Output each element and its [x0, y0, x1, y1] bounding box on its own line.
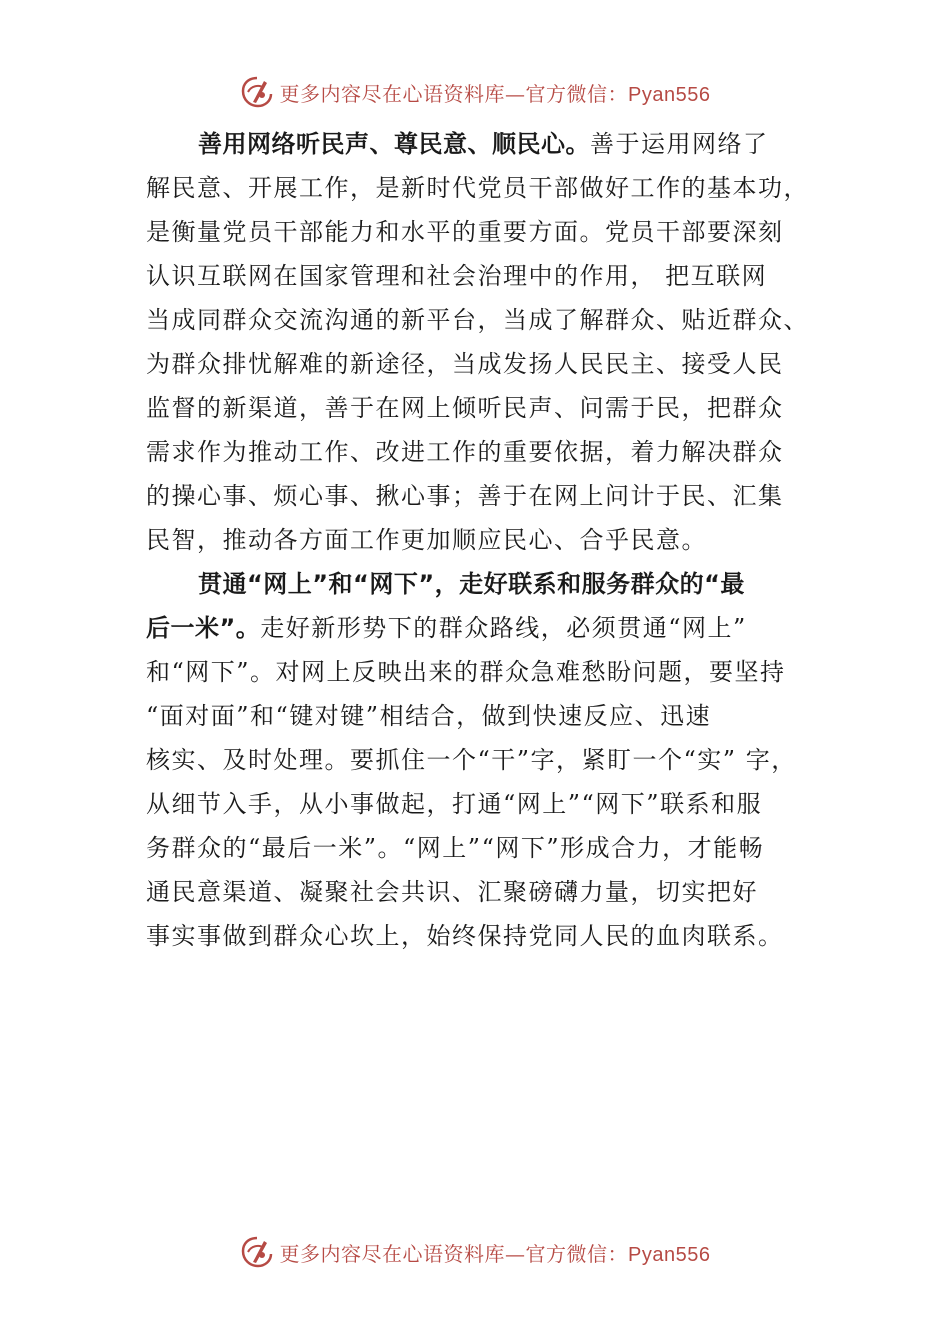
- text-line: [146, 342, 846, 386]
- banner-text: 更多内容尽在心语资料库—官方微信：Pyan556: [279, 1241, 711, 1266]
- body-text: 和“网下”。对网上反映出来的群众急难愁盼问题，要坚持: [146, 658, 786, 686]
- text-line: [146, 166, 846, 210]
- banner-text: 更多内容尽在心语资料库—官方微信：Pyan556: [279, 81, 711, 106]
- footer-banner: [0, 1232, 950, 1272]
- text-line: [146, 914, 846, 958]
- body-text: 为群众排忧解难的新途径，当成发扬人民民主、接受人民: [146, 350, 784, 378]
- wechat-id: Pyan556: [628, 1243, 711, 1266]
- body-text: 当成同群众交流沟通的新平台，当成了解群众、贴近群众、: [146, 306, 809, 334]
- body-text: “面对面”和“键对键”相结合，做到快速反应、迅速: [146, 702, 712, 730]
- text-line: [146, 430, 846, 474]
- text-line: [146, 782, 846, 826]
- body-text: 解民意、开展工作，是新时代党员干部做好工作的基本功，: [146, 174, 809, 202]
- text-line: [146, 386, 846, 430]
- text-line: [146, 870, 846, 914]
- body-text: 事实事做到群众心坎上，始终保持党同人民的血肉联系。: [146, 922, 784, 950]
- text-line: [146, 606, 846, 650]
- paragraph: [146, 122, 846, 562]
- text-line: [146, 518, 846, 562]
- body-text: 走好新形势下的群众路线，必须贯通“网上”: [260, 614, 747, 642]
- document-body: [146, 122, 846, 958]
- text-line: [146, 738, 846, 782]
- body-text: 认识互联网在国家管理和社会治理中的作用， 把互联网: [146, 262, 768, 290]
- body-text: 是衡量党员干部能力和水平的重要方面。党员干部要深刻: [146, 218, 784, 246]
- body-text: 通民意渠道、凝聚社会共识、汇聚磅礴力量，切实把好: [146, 878, 758, 906]
- wechat-id: Pyan556: [628, 83, 711, 106]
- bold-heading-text: 贯通“网上”和“网下”，走好联系和服务群众的“最: [198, 570, 745, 598]
- body-text: 从细节入手，从小事做起，打通“网上”“网下”联系和服: [146, 790, 763, 818]
- pen-nib-swirl-logo-icon: [240, 75, 274, 109]
- text-line: [146, 694, 846, 738]
- text-line: [146, 826, 846, 870]
- body-text: 核实、及时处理。要抓住一个“干”字，紧盯一个“实” 字，: [146, 746, 797, 774]
- body-text: 的操心事、烦心事、揪心事；善于在网上问计于民、汇集: [146, 482, 784, 510]
- text-line: [146, 122, 846, 166]
- pen-nib-swirl-logo-icon: [240, 1235, 274, 1269]
- body-text: 民智，推动各方面工作更加顺应民心、合乎民意。: [146, 526, 707, 554]
- bold-heading-text: 善用网络听民声、尊民意、顺民心。: [198, 130, 590, 158]
- paragraph: [146, 562, 846, 958]
- body-text: 善于运用网络了: [590, 130, 769, 158]
- body-text: 监督的新渠道，善于在网上倾听民声、问需于民，把群众: [146, 394, 784, 422]
- text-line: [146, 562, 846, 606]
- body-text: 务群众的“最后一米”。“网上”“网下”形成合力，才能畅: [146, 834, 765, 862]
- header-banner: [0, 72, 950, 112]
- bold-heading-text: 后一米”。: [146, 614, 261, 642]
- text-line: [146, 254, 846, 298]
- body-text: 需求作为推动工作、改进工作的重要依据，着力解决群众: [146, 438, 784, 466]
- text-line: [146, 474, 846, 518]
- text-line: [146, 298, 846, 342]
- text-line: [146, 210, 846, 254]
- text-line: [146, 650, 846, 694]
